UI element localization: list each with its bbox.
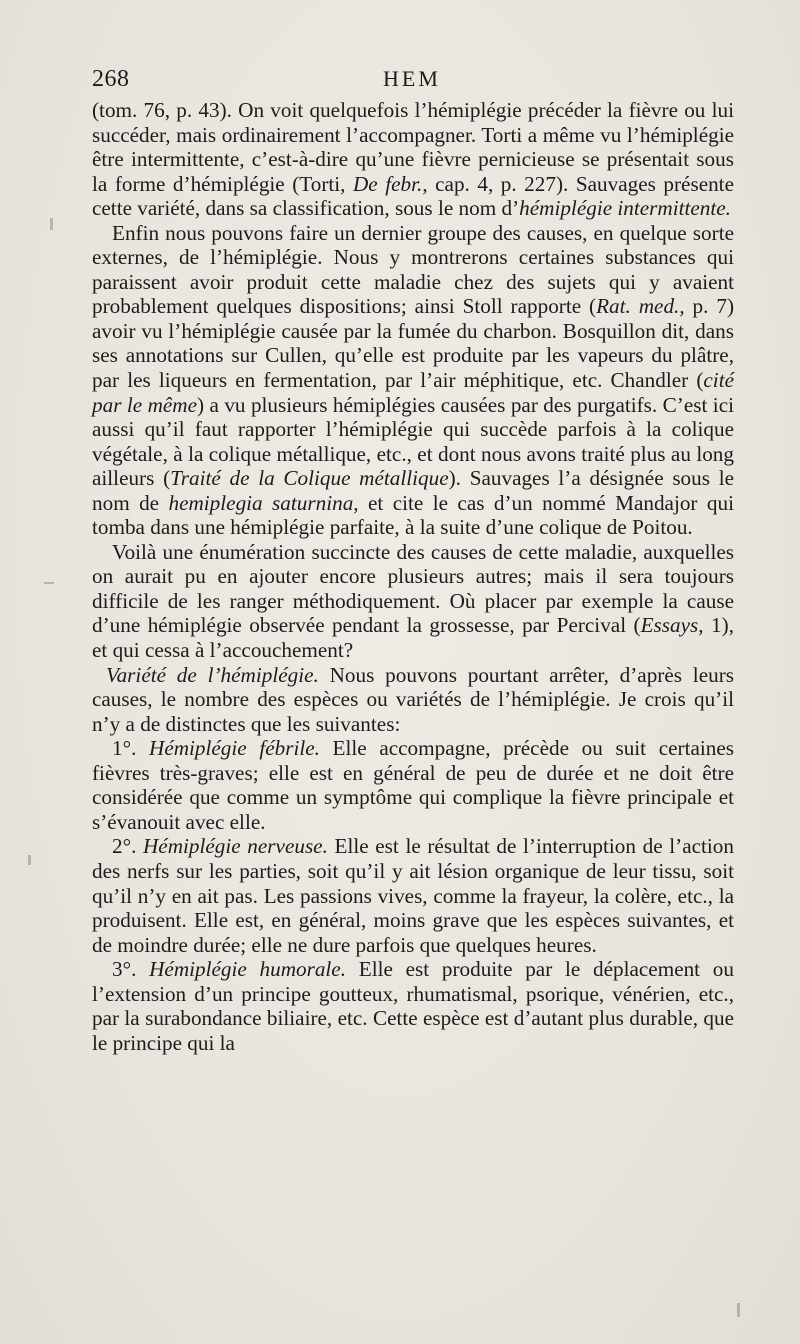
text-run: ) a vu plusieurs hémiplégies causées par des purgatifs. C’est ici aussi qu’il faut rapporter l’hémiplégie qui succède parfois à la colique végétale, à la colique métallique, etc., et dont nous avons traité plus au long ailleurs (	[92, 392, 734, 491]
italic-text: Hémiplégie fébrile.	[149, 736, 320, 761]
text-run: 1°.	[112, 736, 150, 761]
paragraph	[92, 98, 734, 221]
text-run: 3°.	[112, 957, 150, 982]
text-run: Elle accompagne, précède ou suit certaines fièvres très-graves; elle est en général de peu de durée et ne doit être considérée que comme un symptôme qui complique la fièvre principale et s’évanouit avec elle.	[92, 736, 734, 834]
margin-mark	[50, 218, 53, 230]
text-run: Elle est produite par le déplacement ou l’extension d’un principe goutteux, rhumatismal, psorique, vénérien, etc., par la surabondance biliaire, etc. Cette espèce est d’autant plus durable, que le principe qui la	[92, 957, 734, 1055]
paragraph	[92, 540, 734, 663]
text-run: , 1), et qui cessa à l’accouchement?	[92, 613, 734, 663]
text-run: Nous pouvons pourtant arrêter, d’après leurs causes, le nombre des espèces ou variétés de l’hémiplégie. Je crois qu’il n’y a de distinctes que les suivantes:	[92, 662, 734, 736]
text-run: , et cite le cas d’un nommé Mandajor qui tomba dans une hémiplégie parfaite, à la suite d’une colique de Poitou.	[92, 490, 734, 540]
margin-mark	[28, 855, 31, 865]
text-run: , p. 7) avoir vu l’hémiplégie causée par la fumée du charbon. Bosquillon dit, dans ses annotations sur Cullen, qu’elle est produite par les vapeurs du plâtre, par les liqueurs en fermentation, par l’air méphitique, etc. Chandler (	[92, 294, 735, 393]
paragraph	[92, 957, 734, 1055]
text-run: (tom. 76, p. 43). On voit quelquefois l’hémiplégie précéder la fièvre ou lui succéder, mais ordinairement l’accompagner. Torti a même vu l’hémiplégie être intermittente, c’est-à-dire qu’une fièvre pernicieuse se présentait sous la forme d’hémiplégie (Torti,	[92, 98, 734, 196]
italic-text: Traité de la Colique métallique	[170, 466, 449, 491]
margin-mark	[44, 582, 54, 584]
paragraph	[92, 834, 734, 957]
italic-text: Rat. med.	[596, 294, 680, 319]
paragraph	[92, 736, 734, 834]
italic-text: Variété de l’hémiplégie.	[106, 662, 319, 687]
text-run: Enfin nous pouvons faire un dernier groupe des causes, en quelque sorte externes, de l’hémiplégie. Nous y montrerons certaines substances qui paraissent avoir produit cette maladie chez des sujets qui y avaient probablement quelques dispositions; ainsi Stoll rapporte (	[92, 220, 734, 319]
italic-text: Hémiplégie nerveuse.	[143, 834, 328, 859]
text-run: 2°.	[112, 834, 143, 859]
page-number: 268	[92, 66, 130, 92]
italic-text: hemiplegia saturnina	[168, 490, 354, 515]
text-run: Voilà une énumération succincte des causes de cette maladie, auxquelles on aurait pu en ajouter encore plusieurs autres; mais il sera toujours difficile de les ranger méthodiquement. Où placer par exemple la cause d’une hémiplégie observée pendant la grossesse, par Percival (	[92, 539, 734, 638]
text-run: Elle est le résultat de l’interruption de l’action des nerfs sur les parties, soit qu’il y ait lésion organique de leur tissu, soit qu’il n’y en ait pas. Les passions vives, comme la frayeur, la colère, etc., la produisent. Elle est, en général, moins grave que les espèces suivantes, et de moindre durée; elle ne dure parfois que quelques heures.	[92, 834, 734, 957]
body-text	[92, 98, 734, 1055]
italic-text: Hémiplégie humorale.	[149, 957, 347, 982]
italic-text: cité par le même	[92, 368, 734, 417]
paragraph	[92, 221, 734, 540]
page-header	[92, 66, 732, 96]
running-head: HEM	[383, 66, 441, 91]
paragraph	[92, 663, 734, 737]
text-run: ). Sauvages l’a désignée sous le nom de	[92, 466, 734, 515]
italic-text: hémiplégie intermittente.	[519, 196, 731, 221]
italic-text: De febr.	[353, 171, 423, 196]
italic-text: Essays	[640, 613, 699, 638]
margin-mark	[737, 1303, 740, 1317]
text-run: , cap. 4, p. 227). Sauvages présente cette variété, dans sa classification, sous le nom d’	[92, 171, 734, 221]
